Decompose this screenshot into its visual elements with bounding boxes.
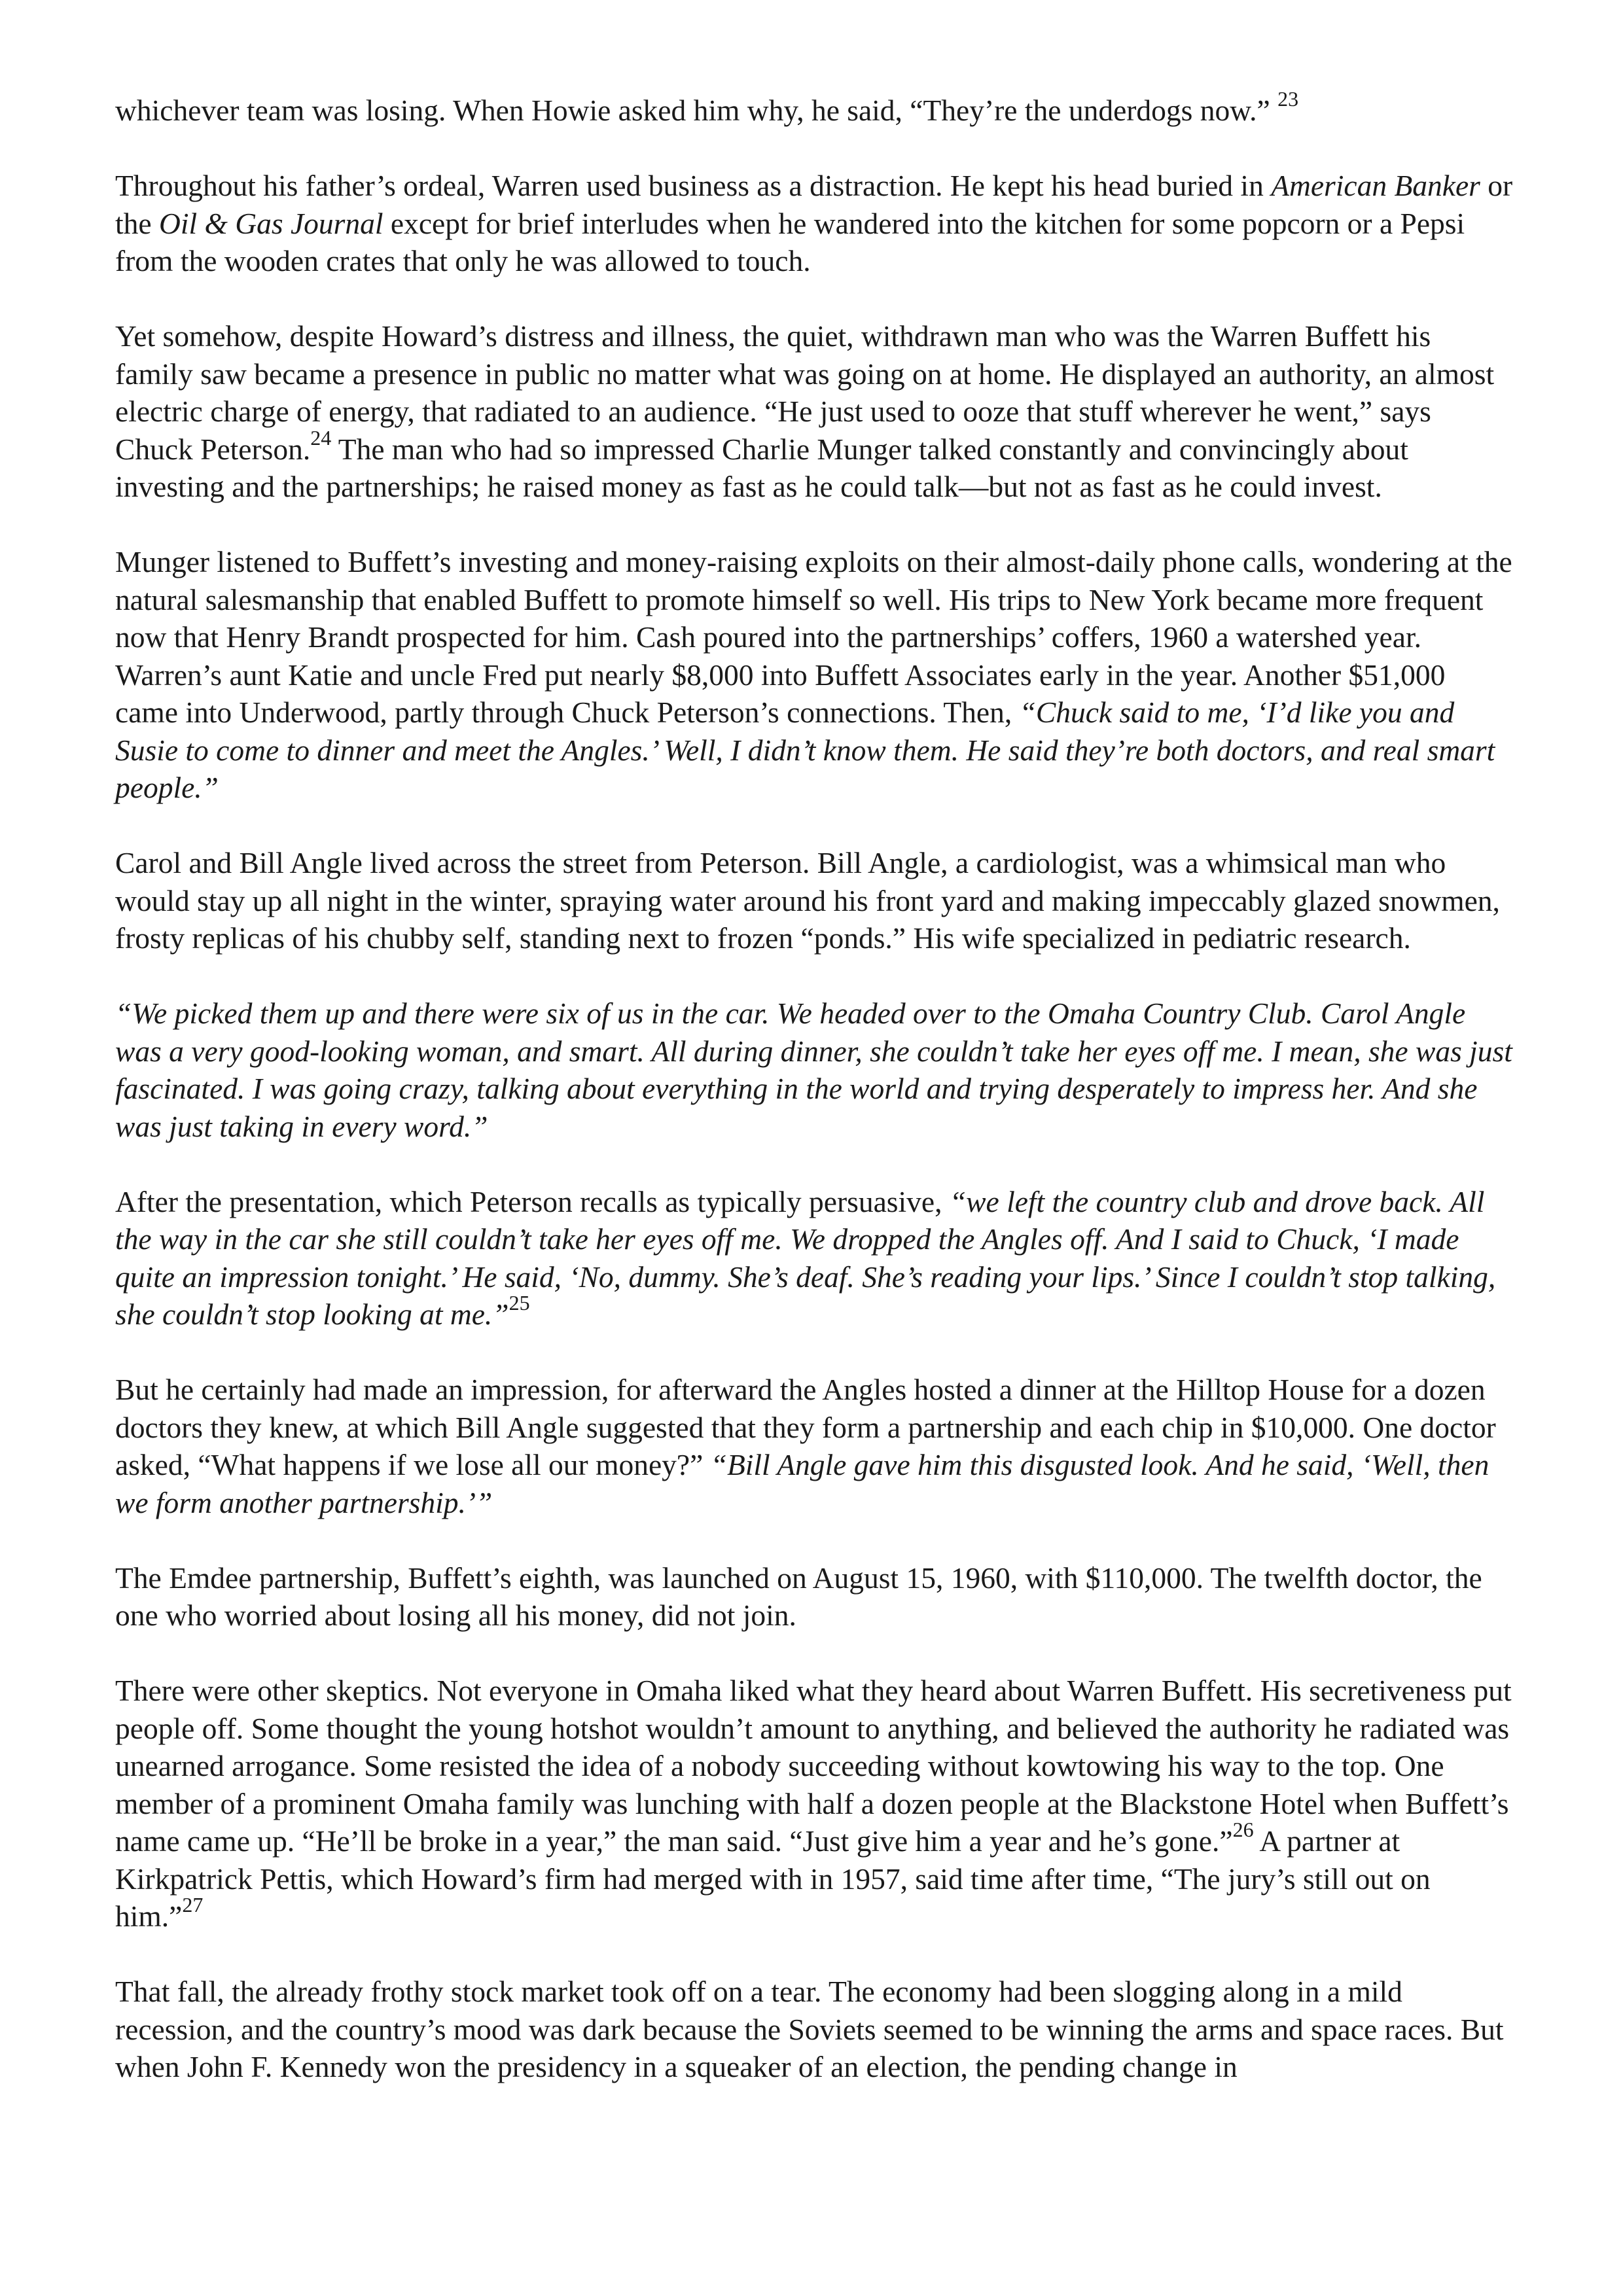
text-run: Munger listened to Buffett’s investing and money-raising exploits on their almost-daily phone calls, wondering at the natural salesmanship that enabled Buffett to promote himself so well. His trips to New York became more frequent now that Henry Brandt prospected for him. Cash poured into the partnerships’ coffers, 1960 a watershed year. Warren’s aunt Katie and uncle Fred put nearly $8,000 into Buffett Associates early in the year. Another $51,000 came into Underwood, partly through Chuck Peterson’s connections. Then, (115, 545, 1512, 729)
italic-quote: “We picked them up and there were six of us in the car. We headed over to the Omaha Country Club. Carol Angle was a very good-looking woman, and smart. All during dinner, she couldn’t take her eyes off me. I mean, she was just fascinated. I was going crazy, talking about everything in the world and trying desperately to impress her. And she was just taking in every word.” (115, 997, 1512, 1143)
footnote-marker: 25 (508, 1291, 530, 1315)
footnote-marker: 27 (182, 1893, 204, 1916)
paragraph (115, 1183, 1513, 1333)
footnote-marker: 24 (310, 425, 332, 450)
text-run (1270, 94, 1277, 127)
paragraph (115, 543, 1513, 807)
text-run: except for brief interludes when he wandered into the kitchen for some popcorn or a Pepsi from the wooden crates that only he was allowed to touch. (115, 206, 1465, 277)
text-run: Yet somehow, despite Howard’s distress and illness, the quiet, withdrawn man who was the Warren Buffett his family saw became a presence in public no matter what was going on at home. He displayed an authority, an almost electric charge of energy, that radiated to an audience. “He just used to ooze that stuff wherever he went,” says Chuck Peterson. (115, 319, 1495, 466)
paragraph (115, 1371, 1513, 1521)
text-run: Carol and Bill Angle lived across the street from Peterson. Bill Angle, a cardiologist, was a whimsical man who would stay up all night in the winter, spraying water around his front yard and making impeccably glazed snowmen, frosty replicas of his chubby self, standing next to frozen “ponds.” His wife specialized in pediatric research. (115, 846, 1500, 955)
page-body (115, 87, 1513, 2086)
paragraph (115, 87, 1513, 130)
text-run: There were other skeptics. Not everyone in Omaha liked what they heard about Warren Buffett. His secretiveness put people off. Some thought the young hotshot wouldn’t amount to anything, and believed the authority he radiated was unearned arrogance. Some resisted the idea of a nobody succeeding without kowtowing his way to the top. One member of a prominent Omaha family was lunching with half a dozen people at the Blackstone Hotel when Buffett’s name came up. “He’ll be broke in a year,” the man said. “Just give him a year and he’s gone.” (115, 1674, 1512, 1858)
text-run: But he certainly had made an impression, for afterward the Angles hosted a dinner at the Hilltop House for a dozen doctors they knew, at which Bill Angle suggested that they form a partnership and each chip in $10,000. One doctor asked, “What happens if we lose all our money?” (115, 1373, 1496, 1481)
paragraph (115, 844, 1513, 957)
paragraph (115, 167, 1513, 280)
italic-quote: “Chuck said to me, ‘I’d like you and Susie to come to dinner and meet the Angles.’ Well, I didn’t know them. He said they’re both doctors, and real smart people.” (115, 696, 1495, 804)
italic-title: American Banker (1271, 169, 1480, 202)
italic-title: Oil & Gas Journal (158, 206, 383, 240)
text-run: whichever team was losing. When Howie asked him why, he said, “They’re the underdogs now.” (115, 94, 1270, 127)
italic-quote: “Bill Angle gave him this disgusted look. And he said, ‘Well, then we form another partnership.’” (115, 1448, 1489, 1519)
text-run: A partner at Kirkpatrick Pettis, which Howard’s firm had merged with in 1957, said time after time, “The jury’s still out on him.” (115, 1824, 1431, 1933)
paragraph (115, 317, 1513, 506)
text-run: The man who had so impressed Charlie Munger talked constantly and convincingly about investing and the partnerships; he raised money as fast as he could talk—but not as fast as he could invest. (115, 432, 1408, 503)
text-run: or the (115, 169, 1513, 240)
text-run: Throughout his father’s ordeal, Warren used business as a distraction. He kept his head buried in (115, 169, 1272, 202)
footnote-marker: 23 (1277, 87, 1299, 111)
paragraph (115, 1672, 1513, 1935)
italic-quote: “we left the country club and drove back. All the way in the car she still couldn’t take her eyes off me. We dropped the Angles off. And I said to Chuck, ‘I made quite an impression tonight.’ He said, ‘No, dummy. She’s deaf. She’s reading your lips.’ Since I couldn’t stop talking, she couldn’t stop looking at me.” (115, 1184, 1496, 1331)
text-run: The Emdee partnership, Buffett’s eighth, was launched on August 15, 1960, with $110,000. The twelfth doctor, the one who worried about losing all his money, did not join. (115, 1561, 1482, 1632)
text-run: After the presentation, which Peterson recalls as typically persuasive, (115, 1184, 950, 1218)
paragraph (115, 1973, 1513, 2086)
paragraph (115, 1559, 1513, 1634)
footnote-marker: 26 (1232, 1818, 1254, 1841)
text-run: That fall, the already frothy stock market took off on a tear. The economy had been slogging along in a mild recession, and the country’s mood was dark because the Soviets seemed to be winning the arms and space races. But when John F. Kennedy won the presidency in a squeaker of an election, the pending change in (115, 1975, 1504, 2083)
paragraph (115, 995, 1513, 1145)
